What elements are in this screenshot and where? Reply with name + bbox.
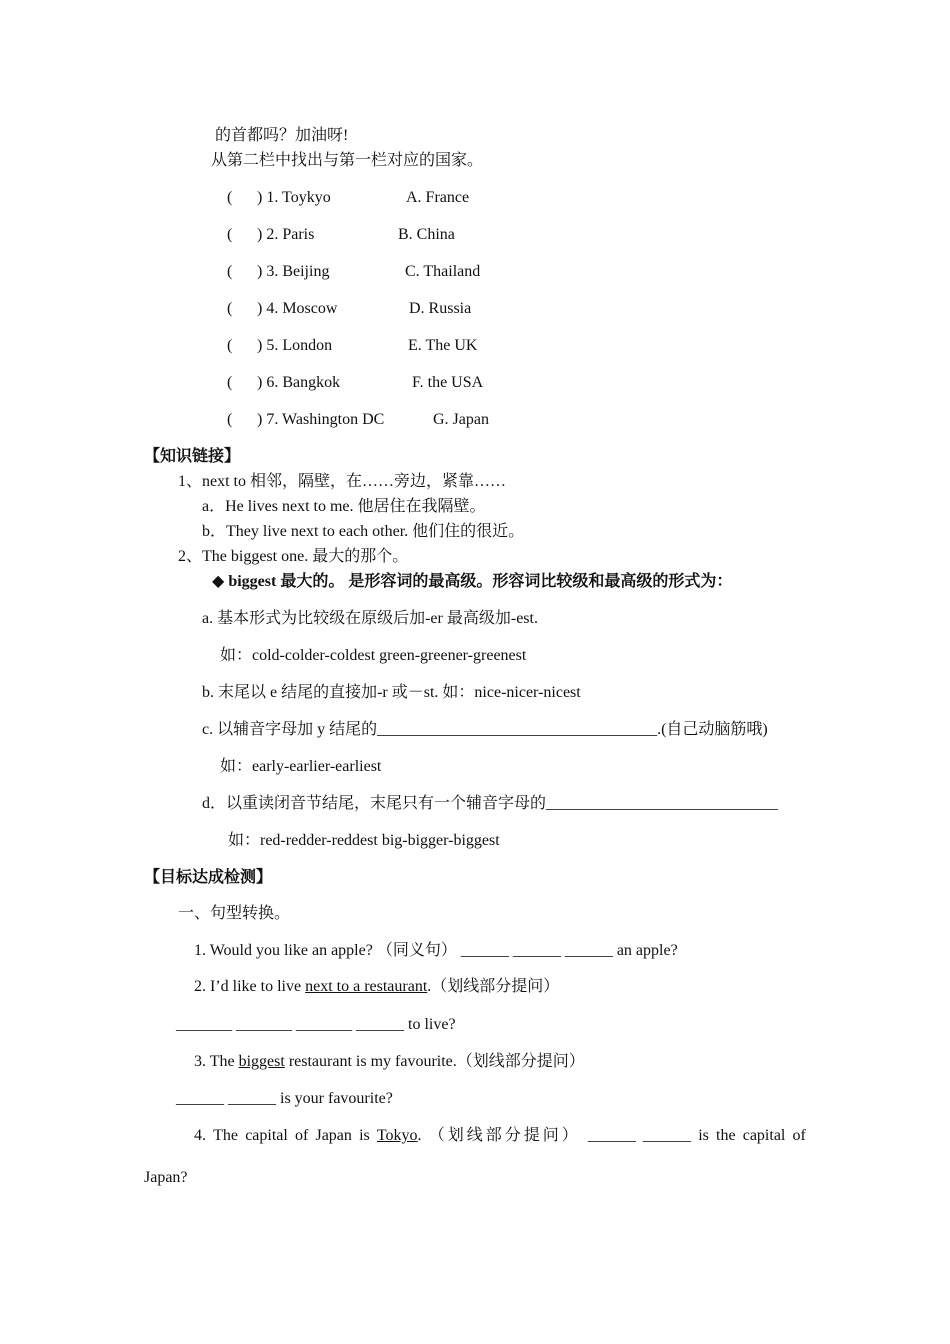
matching-city: ) 4. Moscow xyxy=(257,300,338,317)
answer-blank[interactable]: ( xyxy=(227,337,233,354)
question-3-answer[interactable]: ______ ______ is your favourite? xyxy=(176,1090,393,1107)
example-d: 如：red-redder-reddest big-bigger-biggest xyxy=(228,832,500,849)
q3-text: 3. The xyxy=(194,1053,239,1070)
matching-country-e: E. The UK xyxy=(408,337,478,354)
intro-line-1: 的首都吗？加油呀! xyxy=(215,127,349,144)
knowledge-item-1b: b．They live next to each other. 他们住的很近。 xyxy=(202,523,525,540)
answer-blank[interactable]: ( xyxy=(227,226,233,243)
q4-period: . xyxy=(417,1127,422,1144)
diamond-bullet-icon: ◆ xyxy=(212,573,225,590)
knowledge-item-1: 1、next to 相邻，隔壁，在……旁边，紧靠…… xyxy=(178,473,506,490)
q4-blank[interactable]: ______ xyxy=(587,1127,636,1144)
section-title: 一、句型转换。 xyxy=(178,905,291,922)
intro-line-2: 从第二栏中找出与第一栏对应的国家。 xyxy=(211,152,484,169)
matching-item-3 xyxy=(227,262,329,282)
question-3 xyxy=(194,1052,585,1072)
q4-word: capital xyxy=(245,1127,288,1144)
matching-item-6 xyxy=(227,373,340,393)
q4-word: The xyxy=(213,1127,239,1144)
q4-word: of xyxy=(792,1127,806,1144)
rule-b: b. 末尾以 e 结尾的直接加-r 或－st. 如：nice-nicer-nicest xyxy=(202,684,581,701)
matching-city: ) 2. Paris xyxy=(257,226,315,243)
question-2-answer[interactable]: _______ _______ _______ ______ to live? xyxy=(176,1016,456,1033)
rule-c[interactable]: c. 以辅音字母加 y 结尾的___________________________________.(自己动脑筋哦) xyxy=(202,721,768,738)
q4-word: the xyxy=(716,1127,736,1144)
answer-blank[interactable]: ( xyxy=(227,411,233,428)
knowledge-item-2: 2、The biggest one. 最大的那个。 xyxy=(178,548,409,565)
rule-a: a. 基本形式为比较级在原级后加-er 最高级加-est. xyxy=(202,610,538,627)
matching-country-a: A. France xyxy=(406,189,470,206)
matching-item-4 xyxy=(227,299,337,319)
q4-underlined: Tokyo xyxy=(376,1127,418,1144)
answer-blank[interactable]: ( xyxy=(227,263,233,280)
example-a: 如：cold-colder-coldest green-greener-greenest xyxy=(220,647,527,664)
matching-city: ) 5. London xyxy=(257,337,333,354)
rule-d[interactable]: d．以重读闭音节结尾，末尾只有一个辅音字母的_____________________________ xyxy=(202,795,779,812)
answer-blank[interactable]: ( xyxy=(227,374,233,391)
matching-item-7 xyxy=(227,410,384,430)
matching-country-d: D. Russia xyxy=(409,300,472,317)
matching-city: ) 7. Washington DC xyxy=(257,411,385,428)
q4-word: 4. xyxy=(194,1127,206,1144)
matching-city: ) 6. Bangkok xyxy=(257,374,341,391)
matching-item-2 xyxy=(227,225,314,245)
q4-blank[interactable]: ______ xyxy=(643,1127,692,1144)
question-4[interactable] xyxy=(194,1126,806,1146)
matching-country-f: F. the USA xyxy=(412,374,484,391)
q2-underlined: next to a restaurant xyxy=(305,978,428,995)
q3-text-end: restaurant is my favourite.（划线部分提问） xyxy=(284,1053,585,1070)
matching-item-5 xyxy=(227,336,332,356)
q4-word: is xyxy=(359,1127,370,1144)
q4-word: is xyxy=(698,1127,709,1144)
matching-city: ) 3. Beijing xyxy=(257,263,330,280)
matching-country-c: C. Thailand xyxy=(405,263,481,280)
test-heading: 【目标达成检测】 xyxy=(144,869,273,886)
q3-underlined: biggest xyxy=(238,1053,285,1070)
q4-word: Japan xyxy=(315,1127,352,1144)
q4-word: of xyxy=(294,1127,309,1144)
q2-text: 2. I’d like to live xyxy=(194,978,306,995)
matching-country-b: B. China xyxy=(398,226,455,243)
answer-blank[interactable]: ( xyxy=(227,189,233,206)
matching-city: ) 1. Toykyo xyxy=(257,189,331,206)
q4-underlined-group xyxy=(377,1126,422,1146)
matching-country-g: G. Japan xyxy=(433,411,489,428)
question-1[interactable]: 1. Would you like an apple? （同义句） ______ ______ ______ an apple? xyxy=(194,942,678,959)
matching-item-1 xyxy=(227,188,331,208)
q2-text-end: .（划线部分提问） xyxy=(427,978,560,995)
knowledge-heading: 【知识链接】 xyxy=(144,448,241,465)
example-c: 如：early-earlier-earliest xyxy=(220,758,382,775)
bullet-text: biggest 最大的。 是形容词的最高级。形容词比较级和最高级的形式为： xyxy=(224,573,733,590)
question-4-continued: Japan? xyxy=(144,1169,188,1186)
question-2 xyxy=(194,977,559,997)
q4-instruction: （划线部分提问） xyxy=(428,1127,581,1144)
knowledge-bullet xyxy=(212,572,732,592)
q4-word: capital xyxy=(742,1127,786,1144)
answer-blank[interactable]: ( xyxy=(227,300,233,317)
knowledge-item-1a: a．He lives next to me. 他居住在我隔壁。 xyxy=(202,498,486,515)
